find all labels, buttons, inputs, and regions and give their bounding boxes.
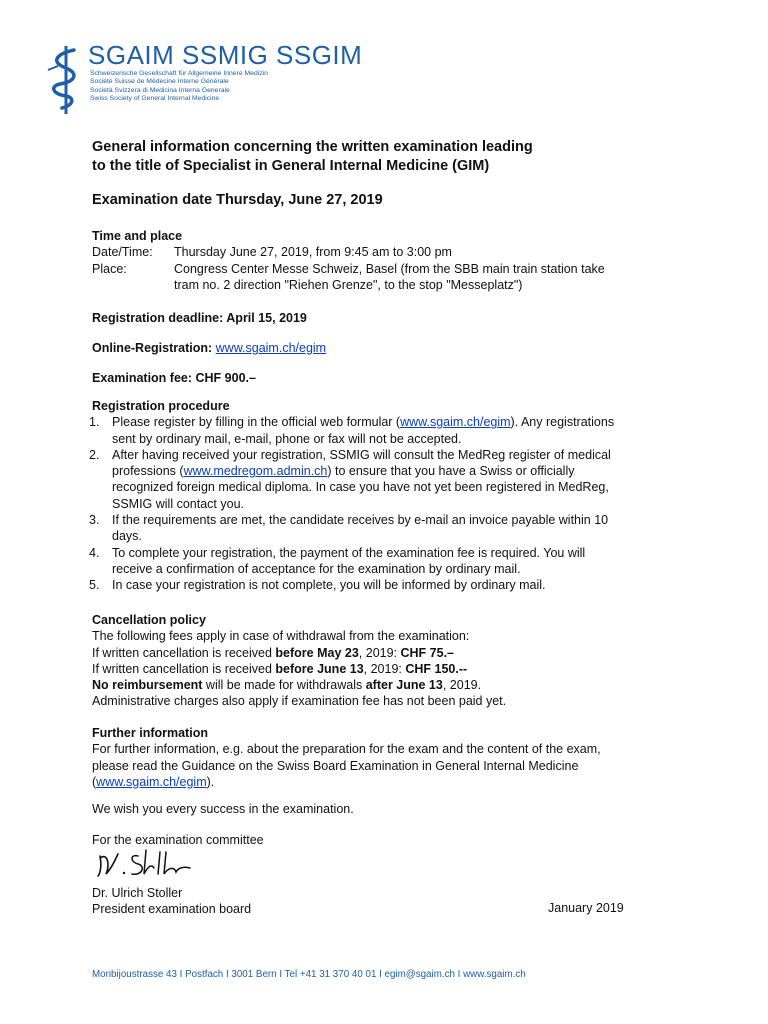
further-info-line-3: (www.sgaim.ch/egim). bbox=[92, 774, 215, 789]
datetime-value: Thursday June 27, 2019, from 9:45 am to 3:00 pm bbox=[174, 245, 452, 260]
logo-line-fr: Société Suisse de Médecine Interne Générale bbox=[90, 78, 229, 86]
time-place-section bbox=[92, 228, 605, 293]
list-number: 5. bbox=[89, 578, 100, 593]
cancellation-line-1: If written cancellation is received before May 23, 2019: CHF 75.– bbox=[92, 645, 454, 660]
list-item: 3. If the requirements are met, the candidate receives by e-mail an invoice payable within 10 days. bbox=[89, 513, 609, 544]
list-item: 4. To complete your registration, the payment of the examination fee is required. You will receive a confirmation of acceptance for the examination by ordinary mail. bbox=[89, 545, 586, 576]
further-info-heading: Further information bbox=[92, 726, 208, 740]
online-registration-link[interactable]: www.sgaim.ch/egim bbox=[215, 341, 327, 355]
cancellation-section bbox=[92, 612, 506, 710]
cancellation-line-4: Administrative charges also apply if examination fee has not been paid yet. bbox=[92, 694, 507, 709]
online-registration-label: Online-Registration: bbox=[92, 341, 213, 355]
registration-deadline: Registration deadline: April 15, 2019 bbox=[92, 311, 307, 325]
logo-subtitle bbox=[90, 70, 268, 104]
list-number: 3. bbox=[89, 513, 100, 528]
procedure-list bbox=[89, 414, 614, 593]
registration-procedure-section bbox=[89, 398, 615, 594]
list-item: 5. In case your registration is not complete, you will be informed by ordinary mail. bbox=[89, 578, 546, 593]
datetime-row bbox=[92, 244, 605, 260]
place-row-2 bbox=[92, 277, 605, 293]
closing-committee: For the examination committee bbox=[92, 833, 264, 847]
cancellation-line-2: If written cancellation is received before June 13, 2019: CHF 150.-- bbox=[92, 661, 468, 676]
procedure-heading: Registration procedure bbox=[92, 399, 230, 413]
list-number: 4. bbox=[89, 545, 100, 560]
place-row bbox=[92, 261, 605, 277]
time-place-heading: Time and place bbox=[92, 229, 183, 243]
list-number: 2. bbox=[89, 447, 100, 462]
signatory-role: President examination board bbox=[92, 902, 252, 917]
list-item: 2. After having received your registration, SSMIG will consult the MedReg register of medical professions (www.medregom.admin.ch) to ensure that you have a Swiss or officially recognized foreign medical diploma. In case you have not yet been registered in MedReg, SSMIG will contact you. bbox=[89, 447, 611, 511]
logo-line-it: Società Svizzera di Medicina Interna Generale bbox=[90, 86, 230, 94]
online-registration bbox=[92, 340, 326, 356]
further-info-section bbox=[92, 725, 601, 790]
datetime-label: Date/Time: bbox=[92, 245, 153, 260]
logo-line-en: Swiss Society of General Internal Medicine bbox=[90, 95, 220, 103]
signatory-name: Dr. Ulrich Stoller bbox=[92, 886, 183, 900]
sgaim-logo-icon bbox=[44, 44, 84, 116]
logo-title: SGAIM SSMIG SSGIM bbox=[88, 40, 363, 70]
document-date: January 2019 bbox=[548, 901, 624, 915]
signatory bbox=[92, 885, 251, 918]
further-info-link[interactable]: www.sgaim.ch/egim bbox=[96, 774, 207, 789]
further-info-line-1: For further information, e.g. about the preparation for the exam and the content of the exam, bbox=[92, 742, 601, 757]
title-line-1: General information concerning the written examination leading bbox=[92, 139, 533, 155]
title-line-2: to the title of Specialist in General Internal Medicine (GIM) bbox=[92, 158, 490, 174]
exam-date-heading: Examination date Thursday, June 27, 2019 bbox=[92, 192, 383, 208]
cancellation-intro: The following fees apply in case of withdrawal from the examination: bbox=[92, 629, 470, 644]
examination-fee: Examination fee: CHF 900.– bbox=[92, 371, 256, 385]
footer-contact: Monbijoustrasse 43 I Postfach I 3001 Bern I Tel +41 31 370 40 01 I egim@sgaim.ch I www.sgaim.ch bbox=[92, 969, 526, 980]
closing-wish: We wish you every success in the examination. bbox=[92, 802, 354, 816]
document-title bbox=[92, 138, 533, 176]
place-label: Place: bbox=[92, 261, 127, 276]
place-value-2: tram no. 2 direction "Riehen Grenze", to the stop "Messeplatz") bbox=[174, 277, 523, 292]
cancellation-heading: Cancellation policy bbox=[92, 613, 206, 627]
list-number: 1. bbox=[89, 415, 100, 430]
cancellation-line-3: No reimbursement will be made for withdrawals after June 13, 2019. bbox=[92, 678, 482, 693]
procedure-link-medreg[interactable]: www.medregom.admin.ch bbox=[183, 464, 328, 479]
logo-line-de: Schweizerische Gesellschaft für Allgemeine Innere Medizin bbox=[90, 70, 268, 77]
further-info-line-2: please read the Guidance on the Swiss Board Examination in General Internal Medicine bbox=[92, 758, 579, 773]
procedure-link-sgaim[interactable]: www.sgaim.ch/egim bbox=[400, 415, 511, 430]
place-value-1: Congress Center Messe Schweiz, Basel (from the SBB main train station take bbox=[174, 261, 605, 276]
signature-image bbox=[92, 846, 202, 880]
list-item: 1. Please register by filling in the official web formular (www.sgaim.ch/egim). Any registrations sent by ordinary mail, e-mail, phone or fax will not be accepted. bbox=[89, 415, 615, 446]
